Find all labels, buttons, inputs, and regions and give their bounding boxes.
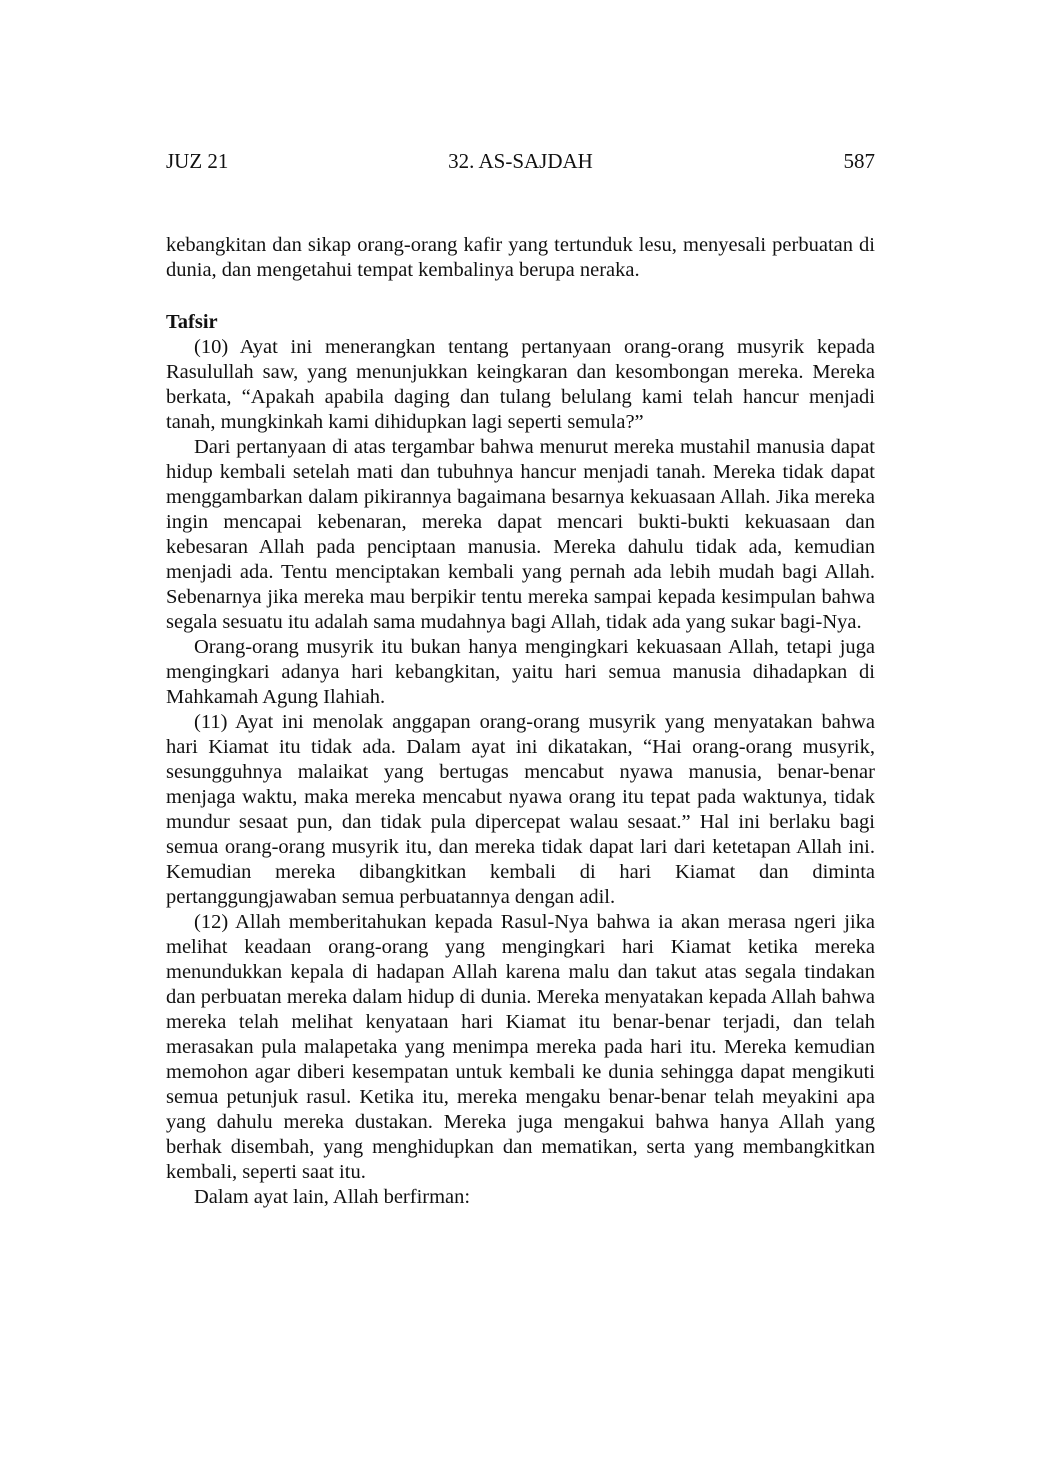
tafsir-paragraph-3: Orang-orang musyrik itu bukan hanya mengingkari kekuasaan Allah, tetapi juga mengingkari adanya hari kebangkitan, yaitu hari semua manusia dihadapkan di Mahkamah Agung Ilahiah.	[166, 636, 875, 708]
tafsir-paragraph-6: Dalam ayat lain, Allah berfirman:	[194, 1186, 471, 1208]
page-body	[166, 233, 875, 1210]
page-number: 587	[843, 149, 875, 173]
surah-title: 32. AS-SAJDAH	[448, 149, 593, 173]
tafsir-paragraph-5: (12) Allah memberitahukan kepada Rasul-Nya bahwa ia akan merasa ngeri jika melihat keadaan orang-orang yang mengingkari hari Kiamat ketika mereka menundukkan kepala di hadapan Allah karena malu dan takut atas segala tindakan dan perbuatan mereka dalam hidup di dunia. Mereka menyatakan kepada Allah bahwa mereka telah melihat kenyataan hari Kiamat itu benar-benar terjadi, dan telah merasakan pula malapetaka yang menimpa mereka pada hari itu. Mereka kemudian memohon agar diberi kesempatan untuk kembali ke dunia sehingga dapat mengikuti semua petunjuk rasul. Ketika itu, mereka mengaku benar-benar telah meyakini apa yang dahulu mereka dustakan. Mereka juga mengakui bahwa hanya Allah yang berhak disembah, yang menghidupkan dan mematikan, serta yang membangkitkan kembali, seperti saat itu.	[166, 911, 875, 1183]
intro-paragraph: kebangkitan dan sikap orang-orang kafir yang tertunduk lesu, menyesali perbuatan di dunia, dan mengetahui tempat kembalinya berupa neraka.	[166, 234, 875, 281]
tafsir-paragraph-2: Dari pertanyaan di atas tergambar bahwa menurut mereka mustahil manusia dapat hidup kembali setelah mati dan tubuhnya hancur menjadi tanah. Mereka tidak dapat menggambarkan dalam pikirannya bagaimana besarnya kekuasaan Allah. Jika mereka ingin mencapai kebenaran, mereka dapat mencari bukti-bukti kekuasaan dan kebesaran Allah pada penciptaan manusia. Mereka dahulu tidak ada, kemudian menjadi ada. Tentu menciptakan kembali yang pernah ada lebih mudah bagi Allah. Sebenarnya jika mereka mau berpikir tentu mereka sampai kepada kesimpulan bahwa segala sesuatu itu adalah sama mudahnya bagi Allah, tidak ada yang sukar bagi-Nya.	[166, 436, 875, 633]
section-heading: Tafsir	[166, 311, 218, 333]
tafsir-paragraph-1: (10) Ayat ini menerangkan tentang pertanyaan orang-orang musyrik kepada Rasulullah saw, yang menunjukkan keingkaran dan kesombongan mereka. Mereka berkata, “Apakah apabila daging dan tulang belulang kami telah hancur menjadi tanah, mungkinkah kami dihidupkan lagi seperti semula?”	[166, 336, 875, 433]
tafsir-paragraph-4: (11) Ayat ini menolak anggapan orang-orang musyrik yang menyatakan bahwa hari Kiamat itu tidak ada. Dalam ayat ini dikatakan, “Hai orang-orang musyrik, sesungguhnya malaikat yang bertugas mencabut nyawa manusia, benar-benar menjaga waktu, maka mereka mencabut nyawa orang itu tepat pada waktunya, tidak mundur sesaat pun, dan tidak pula dipercepat walau sesaat.” Hal ini berlaku bagi semua orang-orang musyrik itu, dan mereka tidak dapat lari dari ketetapan Allah ini. Kemudian mereka dibangkitkan kembali di hari Kiamat dan diminta pertanggungjawaban semua perbuatannya dengan adil.	[166, 711, 875, 908]
running-header	[166, 146, 875, 176]
juz-label: JUZ 21	[166, 149, 229, 173]
